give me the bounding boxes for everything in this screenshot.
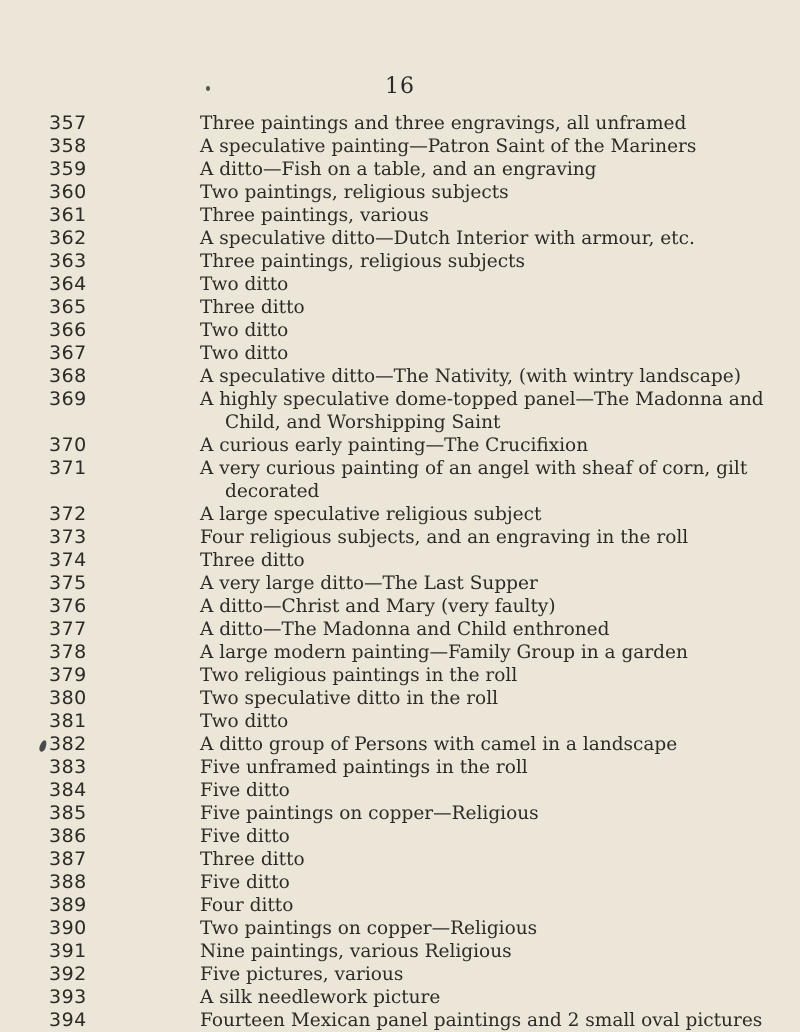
lot-row bbox=[0, 319, 800, 342]
lot-row bbox=[0, 848, 800, 871]
lot-description: Two ditto bbox=[200, 320, 289, 341]
lot-description: Two religious paintings in the roll bbox=[200, 665, 518, 686]
lot-row bbox=[0, 940, 800, 963]
lot-number: 358 bbox=[49, 135, 87, 157]
lot-row bbox=[0, 457, 800, 503]
lot-description: A speculative ditto—The Nativity, (with wintry landscape) bbox=[200, 366, 741, 387]
lot-row bbox=[0, 503, 800, 526]
lot-number: 388 bbox=[49, 871, 87, 893]
lot-description: Three paintings, religious subjects bbox=[200, 251, 525, 272]
lot-description: A speculative painting—Patron Saint of the Mariners bbox=[200, 136, 697, 157]
lot-number: 363 bbox=[49, 250, 87, 272]
lot-number: 390 bbox=[49, 917, 87, 939]
lot-description: Two paintings, religious subjects bbox=[200, 182, 509, 203]
lot-row bbox=[0, 641, 800, 664]
lot-number: 373 bbox=[49, 526, 87, 548]
lot-number: 365 bbox=[49, 296, 87, 318]
lot-description: A ditto—Fish on a table, and an engraving bbox=[200, 159, 597, 180]
lot-number: 368 bbox=[49, 365, 87, 387]
lot-row bbox=[0, 227, 800, 250]
lot-description: Two speculative ditto in the roll bbox=[200, 688, 499, 709]
lot-row bbox=[0, 365, 800, 388]
lot-description: A silk needlework picture bbox=[200, 987, 441, 1008]
lot-description: Two ditto bbox=[200, 274, 289, 295]
lot-row bbox=[0, 664, 800, 687]
lot-number: 361 bbox=[49, 204, 87, 226]
lot-number: 379 bbox=[49, 664, 87, 686]
lot-row bbox=[0, 779, 800, 802]
lot-number: 384 bbox=[49, 779, 87, 801]
lot-description: Five unframed paintings in the roll bbox=[200, 757, 528, 778]
lot-description: Two ditto bbox=[200, 711, 289, 732]
lot-description: Five paintings on copper—Religious bbox=[200, 803, 539, 824]
lot-row bbox=[0, 756, 800, 779]
lot-row bbox=[0, 549, 800, 572]
lot-row bbox=[0, 135, 800, 158]
lot-row bbox=[0, 526, 800, 549]
lot-list bbox=[0, 112, 800, 1032]
lot-row bbox=[0, 572, 800, 595]
lot-row bbox=[0, 273, 800, 296]
lot-row bbox=[0, 595, 800, 618]
lot-number: 376 bbox=[49, 595, 87, 617]
lot-description: Two ditto bbox=[200, 343, 289, 364]
lot-number: 375 bbox=[49, 572, 87, 594]
lot-number: 359 bbox=[49, 158, 87, 180]
lot-row bbox=[0, 871, 800, 894]
lot-row bbox=[0, 250, 800, 273]
lot-description: Four religious subjects, and an engraving in the roll bbox=[200, 527, 689, 548]
lot-description: Fourteen Mexican panel paintings and 2 small oval pictures bbox=[200, 1010, 763, 1031]
lot-number: 381 bbox=[49, 710, 87, 732]
lot-number: 369 bbox=[49, 388, 87, 410]
lot-row bbox=[0, 1009, 800, 1032]
lot-number: 387 bbox=[49, 848, 87, 870]
lot-row bbox=[0, 158, 800, 181]
lot-description: Nine paintings, various Religious bbox=[200, 941, 512, 962]
lot-row bbox=[0, 434, 800, 457]
lot-number: 392 bbox=[49, 963, 87, 985]
lot-row bbox=[0, 687, 800, 710]
lot-number: 371 bbox=[49, 457, 87, 479]
lot-description: Four ditto bbox=[200, 895, 294, 916]
lot-description: Two paintings on copper—Religious bbox=[200, 918, 538, 939]
lot-row bbox=[0, 986, 800, 1009]
lot-number: 370 bbox=[49, 434, 87, 456]
lot-description: Three ditto bbox=[200, 849, 305, 870]
lot-number: 377 bbox=[49, 618, 87, 640]
lot-description: A very large ditto—The Last Supper bbox=[200, 573, 538, 594]
lot-row bbox=[0, 802, 800, 825]
lot-description: Five ditto bbox=[200, 780, 290, 801]
lot-description: Five ditto bbox=[200, 826, 290, 847]
lot-description: Three ditto bbox=[200, 550, 305, 571]
lot-number: 380 bbox=[49, 687, 87, 709]
page-number: 16 bbox=[385, 74, 415, 99]
lot-number: 383 bbox=[49, 756, 87, 778]
lot-row bbox=[0, 917, 800, 940]
lot-row bbox=[0, 963, 800, 986]
lot-row bbox=[0, 710, 800, 733]
lot-description: A large speculative religious subject bbox=[200, 504, 542, 525]
lot-row bbox=[0, 296, 800, 319]
lot-row bbox=[0, 181, 800, 204]
lot-number: 357 bbox=[49, 112, 87, 134]
lot-description: A ditto—Christ and Mary (very faulty) bbox=[200, 596, 556, 617]
lot-number: 386 bbox=[49, 825, 87, 847]
lot-number: 393 bbox=[49, 986, 87, 1008]
lot-row bbox=[0, 825, 800, 848]
lot-description: Three ditto bbox=[200, 297, 305, 318]
lot-number: 394 bbox=[49, 1009, 87, 1031]
lot-row bbox=[0, 618, 800, 641]
lot-description: A large modern painting—Family Group in a garden bbox=[200, 642, 688, 663]
lot-row bbox=[0, 112, 800, 135]
lot-description: Three paintings and three engravings, all unframed bbox=[200, 113, 687, 134]
lot-description: A curious early painting—The Crucifixion bbox=[200, 435, 589, 456]
lot-number: 364 bbox=[49, 273, 87, 295]
lot-number: 385 bbox=[49, 802, 87, 824]
lot-number: 372 bbox=[49, 503, 87, 525]
lot-description: Three paintings, various bbox=[200, 205, 429, 226]
lot-row bbox=[0, 894, 800, 917]
lot-number: 360 bbox=[49, 181, 87, 203]
lot-row bbox=[0, 342, 800, 365]
lot-number: 367 bbox=[49, 342, 87, 364]
lot-description: A speculative ditto—Dutch Interior with armour, etc. bbox=[200, 228, 695, 249]
lot-description: A ditto—The Madonna and Child enthroned bbox=[200, 619, 610, 640]
lot-row bbox=[0, 733, 800, 756]
lot-number: 374 bbox=[49, 549, 87, 571]
lot-description: A very curious painting of an angel with sheaf of corn, gilt decorated bbox=[200, 458, 748, 502]
lot-number: 378 bbox=[49, 641, 87, 663]
lot-row bbox=[0, 388, 800, 434]
lot-description: Five pictures, various bbox=[200, 964, 404, 985]
lot-row bbox=[0, 204, 800, 227]
lot-number: 382 bbox=[49, 733, 87, 755]
lot-description: A ditto group of Persons with camel in a landscape bbox=[200, 734, 678, 755]
ink-mark bbox=[206, 86, 210, 91]
lot-description: A highly speculative dome-topped panel—The Madonna and Child, and Worshipping Saint bbox=[200, 389, 764, 433]
lot-description: Five ditto bbox=[200, 872, 290, 893]
lot-number: 391 bbox=[49, 940, 87, 962]
lot-number: 366 bbox=[49, 319, 87, 341]
lot-number: 362 bbox=[49, 227, 87, 249]
lot-number: 389 bbox=[49, 894, 87, 916]
